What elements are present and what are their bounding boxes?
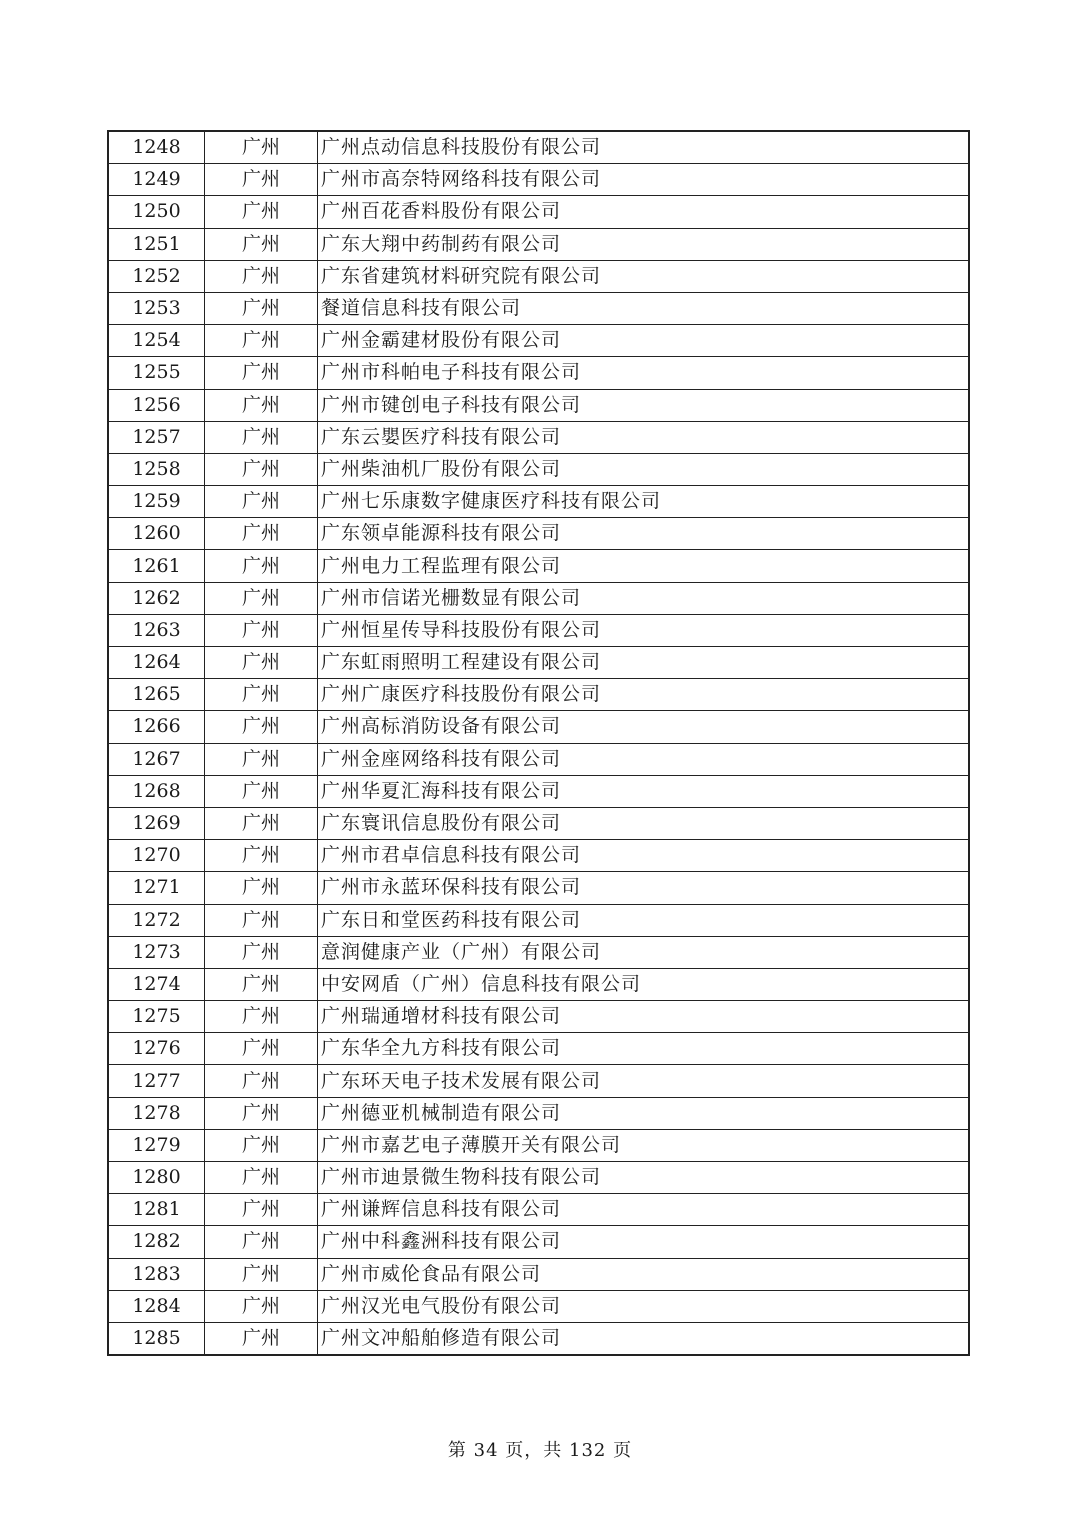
row-city: 广州 xyxy=(205,968,318,1000)
row-city: 广州 xyxy=(205,453,318,485)
row-city: 广州 xyxy=(205,550,318,582)
row-city: 广州 xyxy=(205,1033,318,1065)
row-city: 广州 xyxy=(205,936,318,968)
row-company-name: 广东领卓能源科技有限公司 xyxy=(318,518,970,550)
row-company-name: 广州市君卓信息科技有限公司 xyxy=(318,840,970,872)
row-number: 1262 xyxy=(108,582,205,614)
row-number: 1277 xyxy=(108,1065,205,1097)
row-city: 广州 xyxy=(205,325,318,357)
row-number: 1263 xyxy=(108,614,205,646)
table-row xyxy=(108,743,969,775)
table-row xyxy=(108,711,969,743)
row-city: 广州 xyxy=(205,1097,318,1129)
row-city: 广州 xyxy=(205,1290,318,1322)
row-number: 1271 xyxy=(108,872,205,904)
row-city: 广州 xyxy=(205,260,318,292)
row-city: 广州 xyxy=(205,582,318,614)
row-number: 1274 xyxy=(108,968,205,1000)
row-number: 1250 xyxy=(108,196,205,228)
row-city: 广州 xyxy=(205,486,318,518)
row-company-name: 广东云嬰医疗科技有限公司 xyxy=(318,421,970,453)
row-city: 广州 xyxy=(205,518,318,550)
table-row xyxy=(108,1290,969,1322)
row-number: 1248 xyxy=(108,131,205,164)
table-row xyxy=(108,904,969,936)
row-city: 广州 xyxy=(205,614,318,646)
row-company-name: 广州市威伦食品有限公司 xyxy=(318,1258,970,1290)
row-company-name: 广东环天电子技术发展有限公司 xyxy=(318,1065,970,1097)
row-number: 1254 xyxy=(108,325,205,357)
row-city: 广州 xyxy=(205,389,318,421)
row-company-name: 意润健康产业（广州）有限公司 xyxy=(318,936,970,968)
table-row xyxy=(108,614,969,646)
row-number: 1267 xyxy=(108,743,205,775)
row-city: 广州 xyxy=(205,421,318,453)
table-row xyxy=(108,1129,969,1161)
row-number: 1265 xyxy=(108,679,205,711)
table-row xyxy=(108,486,969,518)
row-city: 广州 xyxy=(205,1162,318,1194)
row-company-name: 广州金座网络科技有限公司 xyxy=(318,743,970,775)
row-number: 1281 xyxy=(108,1194,205,1226)
row-number: 1257 xyxy=(108,421,205,453)
row-city: 广州 xyxy=(205,711,318,743)
table-row xyxy=(108,131,969,164)
table-row xyxy=(108,292,969,324)
row-number: 1283 xyxy=(108,1258,205,1290)
row-city: 广州 xyxy=(205,1322,318,1355)
row-city: 广州 xyxy=(205,1001,318,1033)
row-company-name: 广州金霸建材股份有限公司 xyxy=(318,325,970,357)
table-row xyxy=(108,1322,969,1355)
table-row xyxy=(108,807,969,839)
row-number: 1278 xyxy=(108,1097,205,1129)
table-row xyxy=(108,550,969,582)
row-city: 广州 xyxy=(205,292,318,324)
row-city: 广州 xyxy=(205,1226,318,1258)
company-list-table xyxy=(107,130,970,1356)
row-number: 1284 xyxy=(108,1290,205,1322)
row-city: 广州 xyxy=(205,904,318,936)
row-number: 1275 xyxy=(108,1001,205,1033)
row-city: 广州 xyxy=(205,357,318,389)
row-number: 1261 xyxy=(108,550,205,582)
table-row xyxy=(108,453,969,485)
table-row xyxy=(108,1001,969,1033)
row-city: 广州 xyxy=(205,228,318,260)
row-number: 1256 xyxy=(108,389,205,421)
row-number: 1273 xyxy=(108,936,205,968)
row-company-name: 广州市永蓝环保科技有限公司 xyxy=(318,872,970,904)
row-company-name: 广州市键创电子科技有限公司 xyxy=(318,389,970,421)
table-row xyxy=(108,325,969,357)
row-city: 广州 xyxy=(205,1129,318,1161)
row-company-name: 餐道信息科技有限公司 xyxy=(318,292,970,324)
row-company-name: 广州文冲船舶修造有限公司 xyxy=(318,1322,970,1355)
row-company-name: 广州华夏汇海科技有限公司 xyxy=(318,775,970,807)
row-city: 广州 xyxy=(205,807,318,839)
row-city: 广州 xyxy=(205,164,318,196)
table-row xyxy=(108,260,969,292)
row-city: 广州 xyxy=(205,196,318,228)
row-number: 1280 xyxy=(108,1162,205,1194)
row-company-name: 广州市科帕电子科技有限公司 xyxy=(318,357,970,389)
row-company-name: 广州市嘉艺电子薄膜开关有限公司 xyxy=(318,1129,970,1161)
row-company-name: 广州点动信息科技股份有限公司 xyxy=(318,131,970,164)
row-company-name: 广东虹雨照明工程建设有限公司 xyxy=(318,647,970,679)
table-row xyxy=(108,518,969,550)
table-row xyxy=(108,1162,969,1194)
table-row xyxy=(108,1033,969,1065)
row-city: 广州 xyxy=(205,679,318,711)
row-company-name: 广州谦辉信息科技有限公司 xyxy=(318,1194,970,1226)
row-number: 1270 xyxy=(108,840,205,872)
row-company-name: 广州瑞通增材科技有限公司 xyxy=(318,1001,970,1033)
row-company-name: 广州汉光电气股份有限公司 xyxy=(318,1290,970,1322)
row-company-name: 广东寰讯信息股份有限公司 xyxy=(318,807,970,839)
table-row xyxy=(108,357,969,389)
table-row xyxy=(108,1194,969,1226)
row-company-name: 广州柴油机厂股份有限公司 xyxy=(318,453,970,485)
row-company-name: 广东日和堂医药科技有限公司 xyxy=(318,904,970,936)
row-number: 1276 xyxy=(108,1033,205,1065)
row-company-name: 广州市高奈特网络科技有限公司 xyxy=(318,164,970,196)
row-city: 广州 xyxy=(205,1194,318,1226)
row-number: 1251 xyxy=(108,228,205,260)
row-company-name: 广州七乐康数字健康医疗科技有限公司 xyxy=(318,486,970,518)
row-city: 广州 xyxy=(205,1065,318,1097)
row-company-name: 广州德亚机械制造有限公司 xyxy=(318,1097,970,1129)
row-number: 1258 xyxy=(108,453,205,485)
row-company-name: 广州电力工程监理有限公司 xyxy=(318,550,970,582)
table-row xyxy=(108,196,969,228)
row-company-name: 广东大翔中药制药有限公司 xyxy=(318,228,970,260)
row-number: 1252 xyxy=(108,260,205,292)
row-company-name: 广东华全九方科技有限公司 xyxy=(318,1033,970,1065)
row-number: 1279 xyxy=(108,1129,205,1161)
company-list-table-wrapper xyxy=(107,130,970,1356)
table-row xyxy=(108,775,969,807)
row-number: 1272 xyxy=(108,904,205,936)
row-company-name: 广州百花香料股份有限公司 xyxy=(318,196,970,228)
row-city: 广州 xyxy=(205,647,318,679)
row-city: 广州 xyxy=(205,1258,318,1290)
row-company-name: 广州中科鑫洲科技有限公司 xyxy=(318,1226,970,1258)
row-company-name: 广州高标消防设备有限公司 xyxy=(318,711,970,743)
row-company-name: 中安网盾（广州）信息科技有限公司 xyxy=(318,968,970,1000)
company-list-body xyxy=(108,131,969,1355)
row-company-name: 广州市信诺光栅数显有限公司 xyxy=(318,582,970,614)
row-number: 1268 xyxy=(108,775,205,807)
table-row xyxy=(108,1065,969,1097)
table-row xyxy=(108,936,969,968)
row-number: 1269 xyxy=(108,807,205,839)
row-number: 1264 xyxy=(108,647,205,679)
row-city: 广州 xyxy=(205,775,318,807)
table-row xyxy=(108,1097,969,1129)
table-row xyxy=(108,1258,969,1290)
table-row xyxy=(108,164,969,196)
row-city: 广州 xyxy=(205,131,318,164)
table-row xyxy=(108,679,969,711)
row-city: 广州 xyxy=(205,840,318,872)
row-number: 1282 xyxy=(108,1226,205,1258)
table-row xyxy=(108,840,969,872)
row-company-name: 广州市迪景微生物科技有限公司 xyxy=(318,1162,970,1194)
table-row xyxy=(108,872,969,904)
row-number: 1259 xyxy=(108,486,205,518)
row-number: 1255 xyxy=(108,357,205,389)
row-city: 广州 xyxy=(205,872,318,904)
row-number: 1285 xyxy=(108,1322,205,1355)
table-row xyxy=(108,421,969,453)
table-row xyxy=(108,582,969,614)
table-row xyxy=(108,968,969,1000)
row-city: 广州 xyxy=(205,743,318,775)
row-number: 1266 xyxy=(108,711,205,743)
row-number: 1249 xyxy=(108,164,205,196)
table-row xyxy=(108,389,969,421)
table-row xyxy=(108,1226,969,1258)
row-company-name: 广州恒星传导科技股份有限公司 xyxy=(318,614,970,646)
row-company-name: 广州广康医疗科技股份有限公司 xyxy=(318,679,970,711)
table-row xyxy=(108,647,969,679)
row-company-name: 广东省建筑材料研究院有限公司 xyxy=(318,260,970,292)
row-number: 1260 xyxy=(108,518,205,550)
row-number: 1253 xyxy=(108,292,205,324)
page-footer: 第 34 页，共 132 页 xyxy=(447,1440,633,1461)
table-row xyxy=(108,228,969,260)
